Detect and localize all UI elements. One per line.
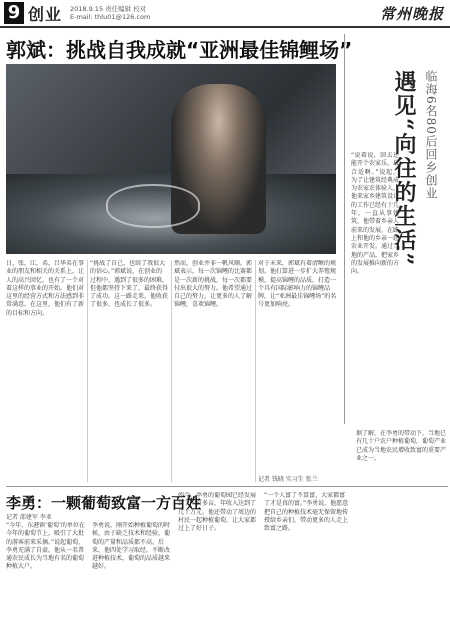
- article2-byline: 记者 邵建军 李亚: [6, 514, 52, 521]
- article1-column-3: 然而，创业并非一帆风顺。郭斌表示，每一次锦鲤的比赛都是一次新的挑战，每一次都要付出很大的努力。他希望通过自己的努力，让更多的人了解锦鲤，喜欢锦鲤。: [174, 260, 252, 309]
- column-rule: [255, 260, 256, 482]
- page-header: [0, 0, 450, 28]
- article-photo: [6, 64, 336, 254]
- newspaper-masthead: 常州晚报: [379, 5, 444, 23]
- fishing-net: [106, 184, 200, 228]
- article1-column-2: “挑战了自己，也给了我很大的信心。”郭斌说，在创业的过程中，遇到了很多的困难，但他都坚持下来了，最终获得了成功。这一路走来，他收获了很多，也成长了很多。: [90, 260, 168, 309]
- main-headline: 郭斌：挑战自我成就“亚洲最佳锦鲤场”: [6, 38, 353, 62]
- article1-column-1: 日，张，江，弟，吕华弟在事业的朋友和相关的关系上，让人的高兴回忆，也有了一个对着这样的事业的开始。他们对这里的经营方式和方法感到非常满意。在这里，他们有了新的目标和方向。: [6, 260, 84, 317]
- article2-column-5: 据了解，在李勇的带动下，当地已有几十户农户种植葡萄，葡萄产业已成为当地农民增收致富的重要产业之一。: [356, 430, 446, 462]
- header-meta: 2018.9.15 责任编辑 校对: [70, 5, 147, 13]
- article2-column-2: 李勇说，刚开始种植葡萄的时候，由于缺乏技术和经验，葡萄的产量和品质都不高。后来，他四处学习取经，不断改进种植技术，葡萄的品质越来越好。: [92, 522, 171, 571]
- section-title: 创业: [28, 5, 63, 24]
- header-email: E-mail: thlu01@126.com: [70, 13, 151, 21]
- second-headline: 李勇：一颗葡萄致富一方百姓: [6, 494, 202, 512]
- sidebar-kicker: 临海6名80后回乡创业: [424, 70, 438, 200]
- column-rule: [171, 260, 172, 482]
- column-rule: [87, 260, 88, 482]
- article1-column-4: 对于未来，郭斌有着清晰的规划。他打算进一步扩大养殖规模，提高锦鲤的品质，打造一个具有国际影响力的锦鲤品牌，让“亚洲最佳锦鲤场”的名号更加响亮。: [258, 260, 337, 309]
- sidebar-text: “说着说，回去还能开个农家乐，最合适啊。”说起，为了让建筑经典成为农家农体验人，他来家乡建筑设计的工作已经有十几年，一直从事建筑，他带着乡亲人前来的发展、在路上和他的乡亲一起农业开发。通过当地的产品，把家乡的发展推向新的方向。: [351, 152, 399, 276]
- article2-column-3: 如今，李勇的葡萄园已经发展到了一百多亩，年收入达到了几十万元。他还带动了周边的村民一起种植葡萄，让大家都过上了好日子。: [178, 492, 257, 533]
- page-number: 9: [4, 2, 24, 24]
- article2-column-1: “今年，东港镇‘葡萄’的单位在今年的葡萄节上，吸引了大批的游客前来采摘。”说起葡萄，李勇充满了自豪。他从一名普通农民成长为当地有名的葡萄种植大户。: [6, 522, 85, 571]
- article2-column-4: “一个人富了不算富，大家都富了才是真的富。”李勇说，他愿意把自己的种植技术毫无保留地传授给乡亲们，带动更多的人走上致富之路。: [264, 492, 349, 533]
- article1-byline: 记者 钱晓 实习生 张兰: [258, 476, 318, 483]
- sidebar-title: 遇见“向往的生活”: [391, 70, 417, 268]
